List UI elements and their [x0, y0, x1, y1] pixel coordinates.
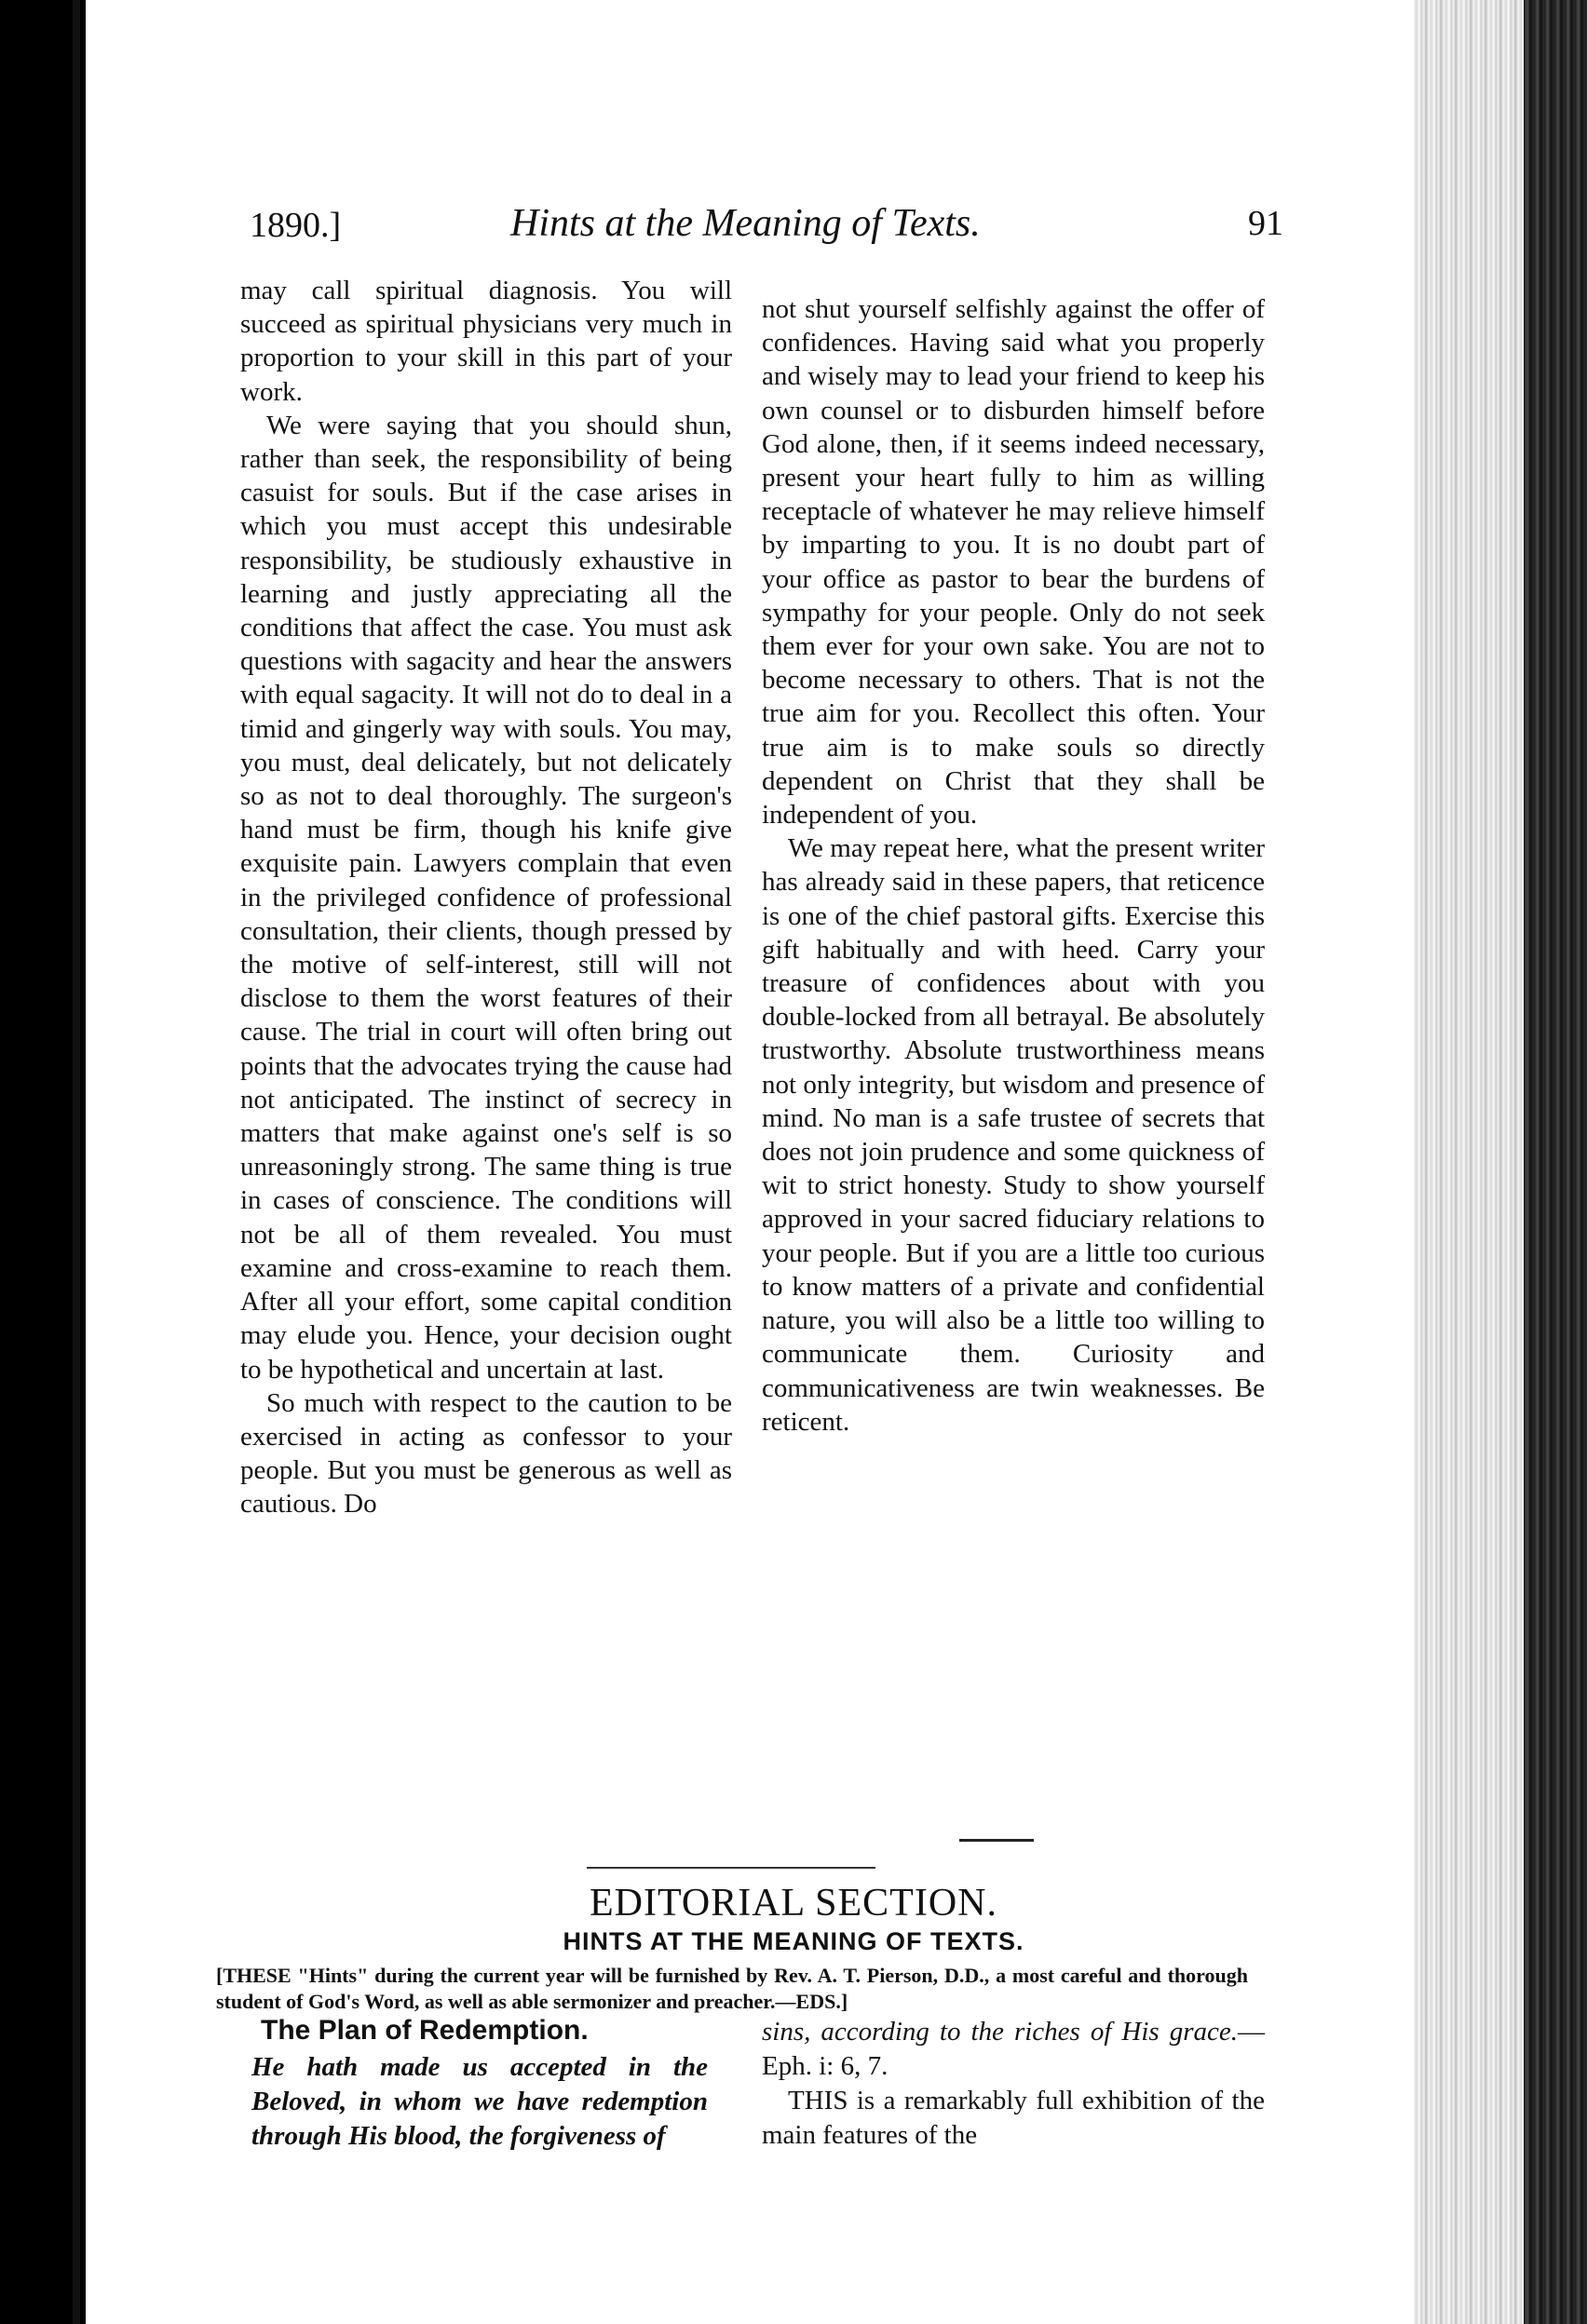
scripture-text: He hath made us accepted in the Beloved, in whom we have redemption through His blood, the forgiveness of	[251, 2052, 708, 2151]
hints-subheading: HINTS AT THE MEANING OF TEXTS.	[563, 1927, 1024, 1955]
header-year: 1890.]	[250, 206, 342, 245]
editorial-note: [THESE "Hints" during the current year will be furnished by Rev. A. T. Pierson, D.D., a most careful and thorough student of God's Word, as well as able sermonizer and preacher.—EDS.]	[216, 1964, 1248, 2013]
paragraph: We were saying that you should shun, rather than seek, the responsibility of being casuist for souls. But if the case arises in which you must accept this undesirable responsibility, be studiously exhaustive in learning and justly appreciating all the conditions that affect the case. You must ask questions with sagacity and hear the answers with equal sagacity. It will not do to deal in a timid and gingerly way with souls. You may, you must, deal delicately, but not delicately so as not to deal thoroughly. The surgeon's hand must be firm, though his knife give exquisite pain. Lawyers complain that even in the privileged confidence of professional consultation, their clients, though pressed by the motive of self-interest, still will not disclose to them the worst features of their cause. The trial in court will often bring out points that the advocates trying the cause had not anticipated. The instinct of secrecy in matters that make against one's self is so unreasoningly strong. The same thing is true in cases of conscience. The conditions will not be all of them revealed. You must examine and cross-examine to reach them. After all your effort, some capital condition may elude you. Hence, your decision ought to be hypothetical and uncertain at last.	[240, 410, 732, 1385]
book-cover-edge	[1524, 0, 1587, 2324]
paragraph: not shut yourself selfishly against the offer of confidences. Having said what you properly and wisely may to lead your friend to keep his own counsel or to disburden himself before God alone, then, if it seems indeed necessary, present your heart fully to him as willing receptacle of whatever he may relieve himself by imparting to you. It is no doubt part of your office as pastor to bear the burdens of sympathy for your people. Only do not seek them ever for your own sake. You are not to become necessary to others. That is not the true aim for you. Recollect this often. Your true aim is to make souls so directly dependent on Christ that they shall be independent of you.	[762, 294, 1265, 831]
scripture-reference: —Eph. i: 6, 7.	[762, 2017, 1265, 2081]
sermon-opening: THIS is a remarkably full exhibition of the main features of the	[762, 2086, 1265, 2150]
paragraph: We may repeat here, what the present writer has already said in these papers, that reticence is one of the chief pastoral gifts. Exercise this gift habitually and with heed. Carry your treasure of confidences about with you double-locked from all betrayal. Be absolutely trustworthy. Absolute trustworthiness means not only integrity, but wisdom and presence of mind. No man is a safe trustee of secrets that does not join prudence and some quickness of wit to strict honesty. Study to show yourself approved in your sacred fiduciary relations to your people. But if you are a little too curious to know matters of a private and confidential nature, you will also be a little too willing to communicate them. Curiosity and communicativeness are twin weaknesses. Be reticent.	[762, 833, 1265, 1437]
editorial-heading: EDITORIAL SECTION.	[590, 1882, 997, 1925]
left-column	[240, 274, 732, 1521]
running-header	[250, 199, 1283, 264]
editorial-rule	[587, 1867, 875, 1869]
paragraph: So much with respect to the caution to be exercised in acting as confessor to your people. But you must be generous as well as cautious. Do	[240, 1387, 732, 1520]
section-divider	[959, 1839, 1034, 1842]
header-title: Hints at the Meaning of Texts.	[510, 202, 981, 245]
sermon-body	[762, 2015, 1265, 2153]
paragraph: may call spiritual diagnosis. You will succeed as spiritual physicians very much in proportion to your skill in this part of your work.	[240, 276, 732, 407]
right-column	[762, 292, 1265, 1439]
sermon-title: The Plan of Redemption.	[261, 2015, 589, 2046]
page-number: 91	[1248, 204, 1283, 243]
binding-shadow	[73, 0, 80, 2324]
scripture-continued: sins, according to the riches of His grace.	[762, 2017, 1238, 2047]
